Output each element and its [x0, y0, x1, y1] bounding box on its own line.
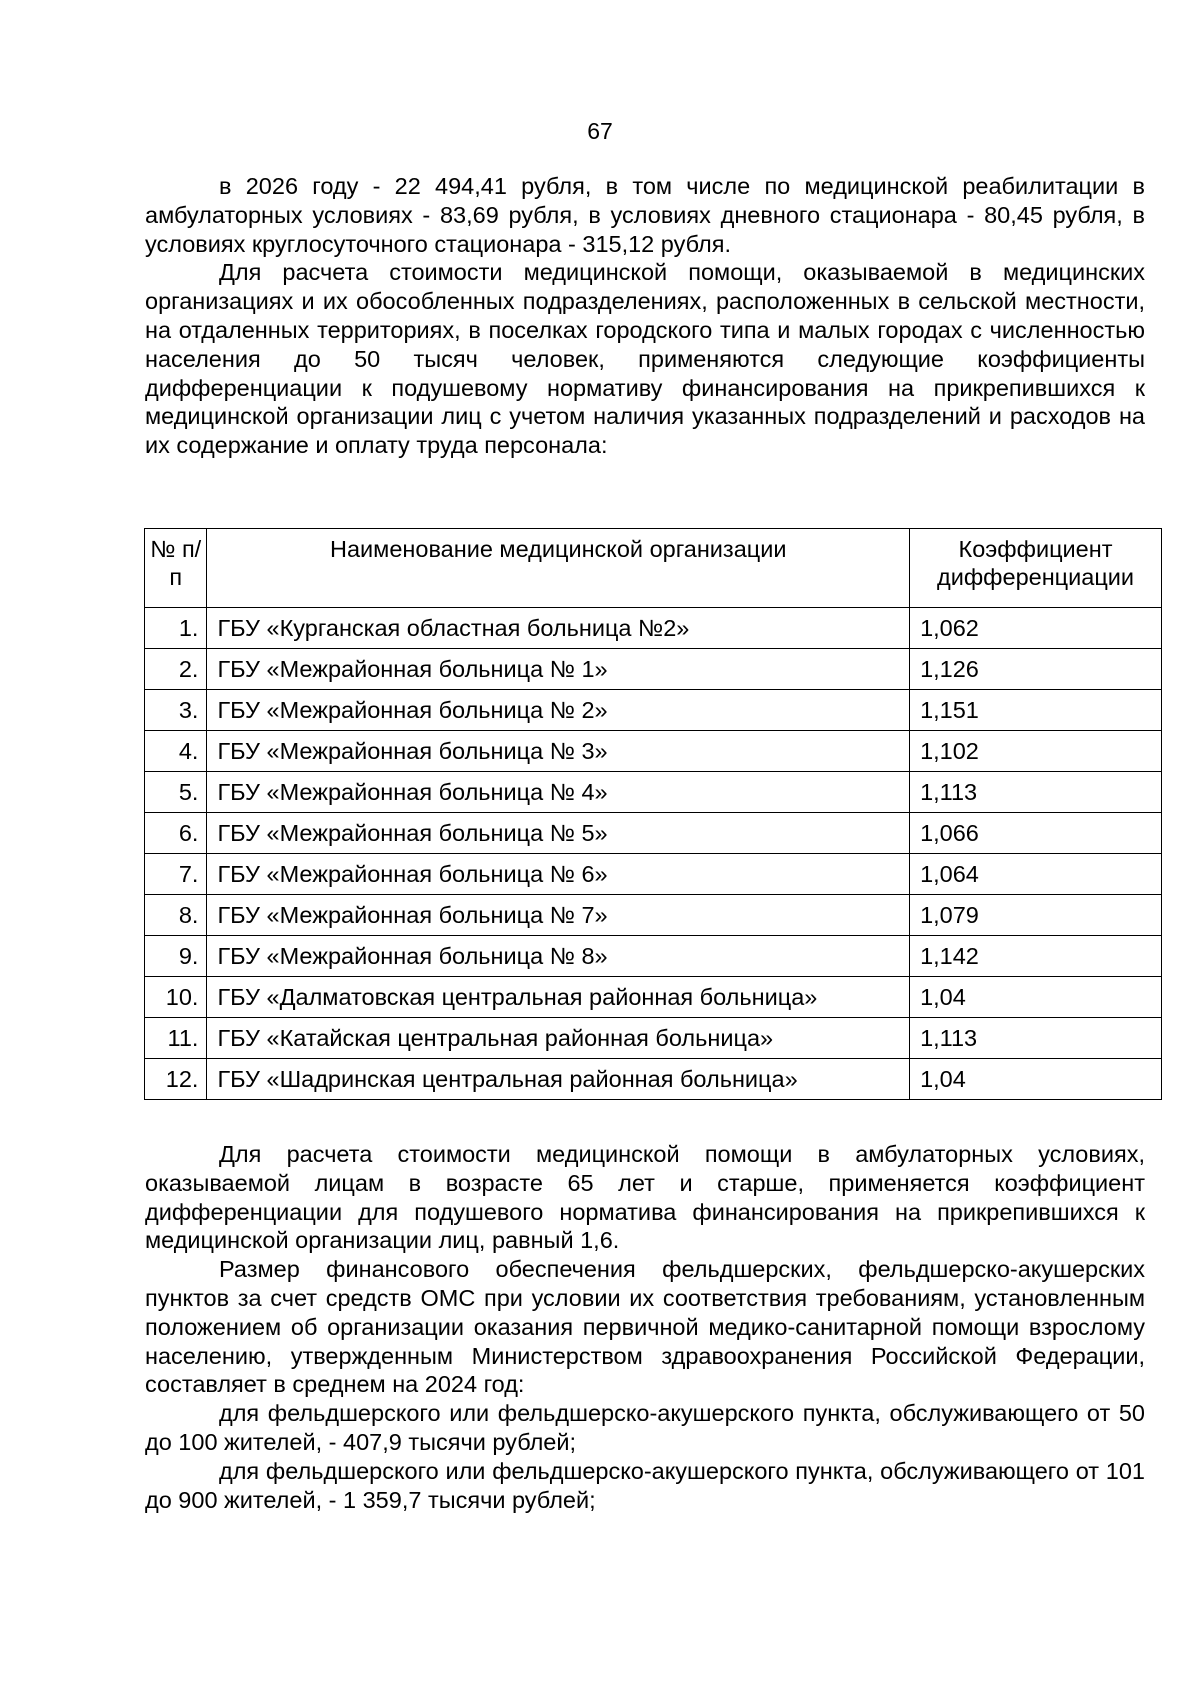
- table-row: [145, 731, 1162, 772]
- table-row: [145, 854, 1162, 895]
- row-num: 11.: [145, 1018, 207, 1059]
- header-name: Наименование медицинской организации: [207, 529, 910, 608]
- table-row: [145, 977, 1162, 1018]
- row-num: 3.: [145, 690, 207, 731]
- row-num: 12.: [145, 1059, 207, 1100]
- table-row: [145, 936, 1162, 977]
- row-name: ГБУ «Межрайонная больница № 6»: [207, 854, 910, 895]
- row-num: 4.: [145, 731, 207, 772]
- row-coef: 1,064: [910, 854, 1162, 895]
- row-coef: 1,113: [910, 772, 1162, 813]
- row-num: 6.: [145, 813, 207, 854]
- header-num: № п/п: [145, 529, 207, 608]
- row-num: 2.: [145, 649, 207, 690]
- row-coef: 1,079: [910, 895, 1162, 936]
- paragraph: для фельдшерского или фельдшерско-акушерского пункта, обслуживающего от 101 до 900 жителей, - 1 359,7 тысячи рублей;: [145, 1457, 1145, 1513]
- intro-text: [145, 172, 1145, 460]
- row-num: 5.: [145, 772, 207, 813]
- row-num: 1.: [145, 608, 207, 649]
- paragraph: в 2026 году - 22 494,41 рубля, в том числе по медицинской реабилитации в амбулаторных условиях - 83,69 рубля, в условиях дневного стационара - 80,45 рубля, в условиях круглосуточного стационара - 315,12 рубля.: [145, 173, 1145, 257]
- coefficient-table: [144, 528, 1162, 1100]
- page-number: 67: [587, 118, 613, 144]
- row-coef: 1,102: [910, 731, 1162, 772]
- table-row: [145, 1059, 1162, 1100]
- table-row: [145, 895, 1162, 936]
- table-row: [145, 690, 1162, 731]
- table-row: [145, 1018, 1162, 1059]
- row-name: ГБУ «Межрайонная больница № 2»: [207, 690, 910, 731]
- row-coef: 1,151: [910, 690, 1162, 731]
- table-row: [145, 649, 1162, 690]
- row-coef: 1,04: [910, 977, 1162, 1018]
- row-name: ГБУ «Межрайонная больница № 7»: [207, 895, 910, 936]
- row-coef: 1,142: [910, 936, 1162, 977]
- header-coef: Коэффициент дифференциации: [910, 529, 1162, 608]
- row-num: 8.: [145, 895, 207, 936]
- outro-text: [145, 1140, 1145, 1514]
- row-name: ГБУ «Межрайонная больница № 5»: [207, 813, 910, 854]
- paragraph: для фельдшерского или фельдшерско-акушерского пункта, обслуживающего от 50 до 100 жителей, - 407,9 тысячи рублей;: [145, 1400, 1145, 1455]
- table-row: [145, 772, 1162, 813]
- row-coef: 1,062: [910, 608, 1162, 649]
- row-name: ГБУ «Межрайонная больница № 1»: [207, 649, 910, 690]
- paragraph: Для расчета стоимости медицинской помощи в амбулаторных условиях, оказываемой лицам в возрасте 65 лет и старше, применяется коэффициент дифференциации для подушевого норматива финансирования на прикрепившихся к медицинской организации лиц, равный 1,6.: [145, 1141, 1145, 1254]
- table-header-row: [145, 529, 1162, 608]
- row-name: ГБУ «Курганская областная больница №2»: [207, 608, 910, 649]
- row-name: ГБУ «Шадринская центральная районная больница»: [207, 1059, 910, 1100]
- row-num: 10.: [145, 977, 207, 1018]
- paragraph: Для расчета стоимости медицинской помощи, оказываемой в медицинских организациях и их обособленных подразделениях, расположенных в сельской местности, на отдаленных территориях, в поселках городского типа и малых городах с численностью населения до 50 тысяч человек, применяются следующие коэффициенты дифференциации к подушевому нормативу финансирования на прикрепившихся к медицинской организации лиц с учетом наличия указанных подразделений и расходов на их содержание и оплату труда персонала:: [145, 259, 1145, 459]
- row-coef: 1,066: [910, 813, 1162, 854]
- row-coef: 1,126: [910, 649, 1162, 690]
- row-name: ГБУ «Межрайонная больница № 8»: [207, 936, 910, 977]
- table-row: [145, 608, 1162, 649]
- paragraph: Размер финансового обеспечения фельдшерских, фельдшерско-акушерских пунктов за счет средств ОМС при условии их соответствия требованиям, установленным положением об организации оказания первичной медико-санитарной помощи взрослому населению, утвержденным Министерством здравоохранения Российской Федерации, составляет в среднем на 2024 год:: [145, 1256, 1145, 1398]
- row-name: ГБУ «Катайская центральная районная больница»: [207, 1018, 910, 1059]
- table-row: [145, 813, 1162, 854]
- row-name: ГБУ «Межрайонная больница № 4»: [207, 772, 910, 813]
- row-num: 7.: [145, 854, 207, 895]
- row-coef: 1,113: [910, 1018, 1162, 1059]
- row-coef: 1,04: [910, 1059, 1162, 1100]
- row-name: ГБУ «Далматовская центральная районная больница»: [207, 977, 910, 1018]
- row-num: 9.: [145, 936, 207, 977]
- row-name: ГБУ «Межрайонная больница № 3»: [207, 731, 910, 772]
